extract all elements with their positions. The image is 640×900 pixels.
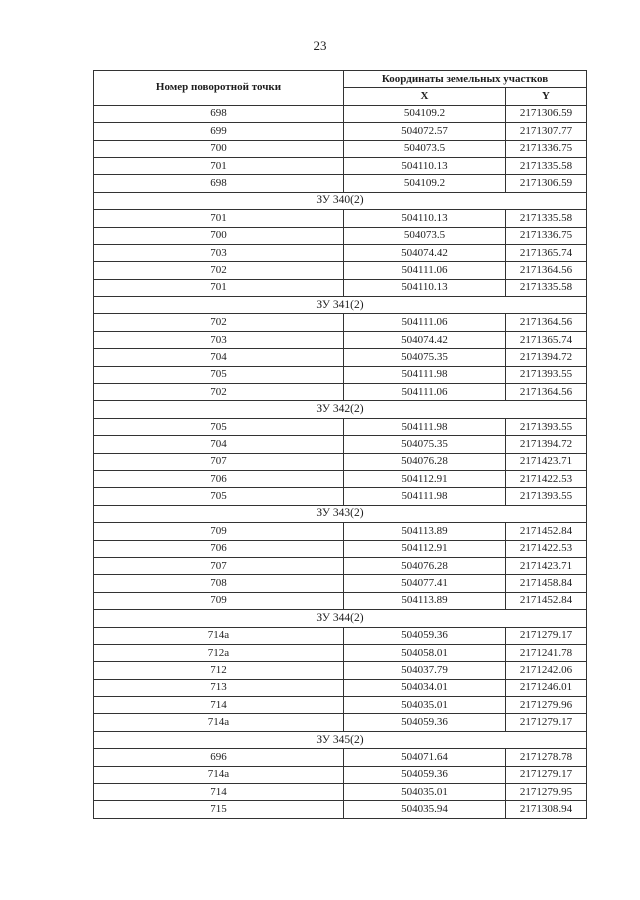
table-row (94, 436, 587, 453)
point-number-cell: 700 (94, 140, 344, 157)
x-coordinate-cell: 504037.79 (344, 662, 506, 679)
x-coordinate-cell: 504071.64 (344, 749, 506, 766)
point-number-cell: 714а (94, 627, 344, 644)
x-coordinate-cell: 504111.06 (344, 384, 506, 401)
x-coordinate-cell: 504073.5 (344, 227, 506, 244)
point-number-cell: 702 (94, 314, 344, 331)
section-label: ЗУ 342(2) (94, 401, 587, 418)
y-coordinate-cell: 2171364.56 (506, 384, 587, 401)
point-number-cell: 701 (94, 157, 344, 174)
point-number-cell: 714 (94, 784, 344, 801)
y-coordinate-cell: 2171365.74 (506, 244, 587, 261)
y-coordinate-cell: 2171423.71 (506, 453, 587, 470)
section-row (94, 731, 587, 748)
y-coordinate-cell: 2171393.55 (506, 366, 587, 383)
point-number-cell: 702 (94, 384, 344, 401)
table-row (94, 575, 587, 592)
x-coordinate-cell: 504059.36 (344, 766, 506, 783)
section-label: ЗУ 341(2) (94, 297, 587, 314)
point-number-cell: 712 (94, 662, 344, 679)
point-number-cell: 705 (94, 418, 344, 435)
y-coordinate-cell: 2171279.17 (506, 627, 587, 644)
x-coordinate-cell: 504072.57 (344, 123, 506, 140)
x-coordinate-cell: 504112.91 (344, 470, 506, 487)
point-number-cell: 702 (94, 262, 344, 279)
table-row (94, 331, 587, 348)
y-coordinate-cell: 2171422.53 (506, 540, 587, 557)
y-coordinate-cell: 2171423.71 (506, 557, 587, 574)
y-coordinate-cell: 2171306.59 (506, 105, 587, 122)
x-coordinate-cell: 504110.13 (344, 210, 506, 227)
table-row (94, 279, 587, 296)
table-row (94, 314, 587, 331)
table-row (94, 801, 587, 818)
x-coordinate-cell: 504111.98 (344, 418, 506, 435)
table-row (94, 766, 587, 783)
section-label: ЗУ 340(2) (94, 192, 587, 209)
table-row (94, 540, 587, 557)
point-number-cell: 701 (94, 279, 344, 296)
table-row (94, 175, 587, 192)
table-row (94, 105, 587, 122)
table-row (94, 523, 587, 540)
point-number-header: Номер поворотной точки (94, 71, 344, 106)
point-number-cell: 698 (94, 175, 344, 192)
y-coordinate-cell: 2171279.17 (506, 766, 587, 783)
table-row (94, 714, 587, 731)
y-coordinate-cell: 2171452.84 (506, 523, 587, 540)
y-coordinate-cell: 2171279.95 (506, 784, 587, 801)
point-number-cell: 706 (94, 470, 344, 487)
y-coordinate-cell: 2171278.78 (506, 749, 587, 766)
x-coordinate-cell: 504074.42 (344, 244, 506, 261)
y-coordinate-cell: 2171308.94 (506, 801, 587, 818)
point-number-cell: 713 (94, 679, 344, 696)
table-body (94, 105, 587, 818)
y-coordinate-cell: 2171335.58 (506, 210, 587, 227)
y-coordinate-cell: 2171335.58 (506, 279, 587, 296)
point-number-cell: 703 (94, 244, 344, 261)
x-coordinate-cell: 504111.06 (344, 314, 506, 331)
coordinates-group-header: Координаты земельных участков (344, 71, 587, 88)
table-row (94, 470, 587, 487)
point-number-cell: 714а (94, 714, 344, 731)
x-coordinate-cell: 504111.06 (344, 262, 506, 279)
point-number-cell: 712а (94, 644, 344, 661)
y-coordinate-cell: 2171365.74 (506, 331, 587, 348)
table-row (94, 784, 587, 801)
x-coordinate-cell: 504074.42 (344, 331, 506, 348)
table-row (94, 244, 587, 261)
table-header (94, 71, 587, 106)
point-number-cell: 714 (94, 697, 344, 714)
table-row (94, 679, 587, 696)
y-coordinate-cell: 2171336.75 (506, 140, 587, 157)
y-coordinate-cell: 2171279.96 (506, 697, 587, 714)
point-number-cell: 705 (94, 488, 344, 505)
section-row (94, 505, 587, 522)
point-number-cell: 704 (94, 436, 344, 453)
table-row (94, 662, 587, 679)
y-coordinate-cell: 2171335.58 (506, 157, 587, 174)
page-number: 23 (313, 38, 327, 53)
point-number-cell: 706 (94, 540, 344, 557)
x-coordinate-cell: 504059.36 (344, 627, 506, 644)
x-coordinate-cell: 504110.13 (344, 157, 506, 174)
x-coordinate-cell: 504059.36 (344, 714, 506, 731)
table-row (94, 557, 587, 574)
table-row (94, 366, 587, 383)
table-row (94, 349, 587, 366)
x-coordinate-cell: 504058.01 (344, 644, 506, 661)
table-row (94, 140, 587, 157)
point-number-cell: 709 (94, 592, 344, 609)
point-number-cell: 705 (94, 366, 344, 383)
y-coordinate-cell: 2171306.59 (506, 175, 587, 192)
y-coordinate-cell: 2171393.55 (506, 418, 587, 435)
point-number-cell: 707 (94, 557, 344, 574)
y-coordinate-cell: 2171279.17 (506, 714, 587, 731)
y-coordinate-cell: 2171364.56 (506, 314, 587, 331)
y-coordinate-cell: 2171452.84 (506, 592, 587, 609)
x-coordinate-cell: 504035.01 (344, 697, 506, 714)
section-row (94, 297, 587, 314)
table-row (94, 592, 587, 609)
y-coordinate-cell: 2171394.72 (506, 349, 587, 366)
point-number-cell: 698 (94, 105, 344, 122)
y-coordinate-cell: 2171246.01 (506, 679, 587, 696)
x-coordinate-cell: 504110.13 (344, 279, 506, 296)
y-coordinate-cell: 2171364.56 (506, 262, 587, 279)
section-label: ЗУ 343(2) (94, 505, 587, 522)
table-row (94, 123, 587, 140)
y-coordinate-cell: 2171393.55 (506, 488, 587, 505)
x-coordinate-cell: 504109.2 (344, 105, 506, 122)
x-coordinate-cell: 504113.89 (344, 592, 506, 609)
x-coordinate-cell: 504109.2 (344, 175, 506, 192)
point-number-cell: 708 (94, 575, 344, 592)
y-coordinate-cell: 2171336.75 (506, 227, 587, 244)
point-number-cell: 709 (94, 523, 344, 540)
x-coordinate-cell: 504034.01 (344, 679, 506, 696)
table-row (94, 227, 587, 244)
section-label: ЗУ 345(2) (94, 731, 587, 748)
x-coordinate-cell: 504075.35 (344, 349, 506, 366)
point-number-cell: 696 (94, 749, 344, 766)
x-coordinate-cell: 504035.94 (344, 801, 506, 818)
x-coordinate-cell: 504111.98 (344, 488, 506, 505)
section-label: ЗУ 344(2) (94, 610, 587, 627)
section-row (94, 192, 587, 209)
x-coordinate-cell: 504073.5 (344, 140, 506, 157)
y-coordinate-cell: 2171394.72 (506, 436, 587, 453)
point-number-cell: 714а (94, 766, 344, 783)
point-number-cell: 707 (94, 453, 344, 470)
y-coordinate-cell: 2171307.77 (506, 123, 587, 140)
point-number-cell: 703 (94, 331, 344, 348)
table-row (94, 453, 587, 470)
point-number-cell: 699 (94, 123, 344, 140)
table-row (94, 488, 587, 505)
y-coordinate-cell: 2171242.06 (506, 662, 587, 679)
point-number-cell: 700 (94, 227, 344, 244)
section-row (94, 610, 587, 627)
point-number-cell: 715 (94, 801, 344, 818)
section-row (94, 401, 587, 418)
x-coordinate-cell: 504076.28 (344, 557, 506, 574)
x-coordinate-cell: 504113.89 (344, 523, 506, 540)
x-coordinate-cell: 504111.98 (344, 366, 506, 383)
y-column-header: Y (506, 88, 587, 105)
point-number-cell: 701 (94, 210, 344, 227)
table-row (94, 697, 587, 714)
table-row (94, 384, 587, 401)
point-number-cell: 704 (94, 349, 344, 366)
x-coordinate-cell: 504075.35 (344, 436, 506, 453)
table-row (94, 644, 587, 661)
x-coordinate-cell: 504077.41 (344, 575, 506, 592)
table-row (94, 262, 587, 279)
table-row (94, 749, 587, 766)
x-column-header: X (344, 88, 506, 105)
x-coordinate-cell: 504112.91 (344, 540, 506, 557)
table-row (94, 210, 587, 227)
y-coordinate-cell: 2171458.84 (506, 575, 587, 592)
y-coordinate-cell: 2171422.53 (506, 470, 587, 487)
coordinates-table (93, 70, 587, 819)
y-coordinate-cell: 2171241.78 (506, 644, 587, 661)
table-row (94, 627, 587, 644)
table-row (94, 418, 587, 435)
x-coordinate-cell: 504035.01 (344, 784, 506, 801)
x-coordinate-cell: 504076.28 (344, 453, 506, 470)
table-row (94, 157, 587, 174)
